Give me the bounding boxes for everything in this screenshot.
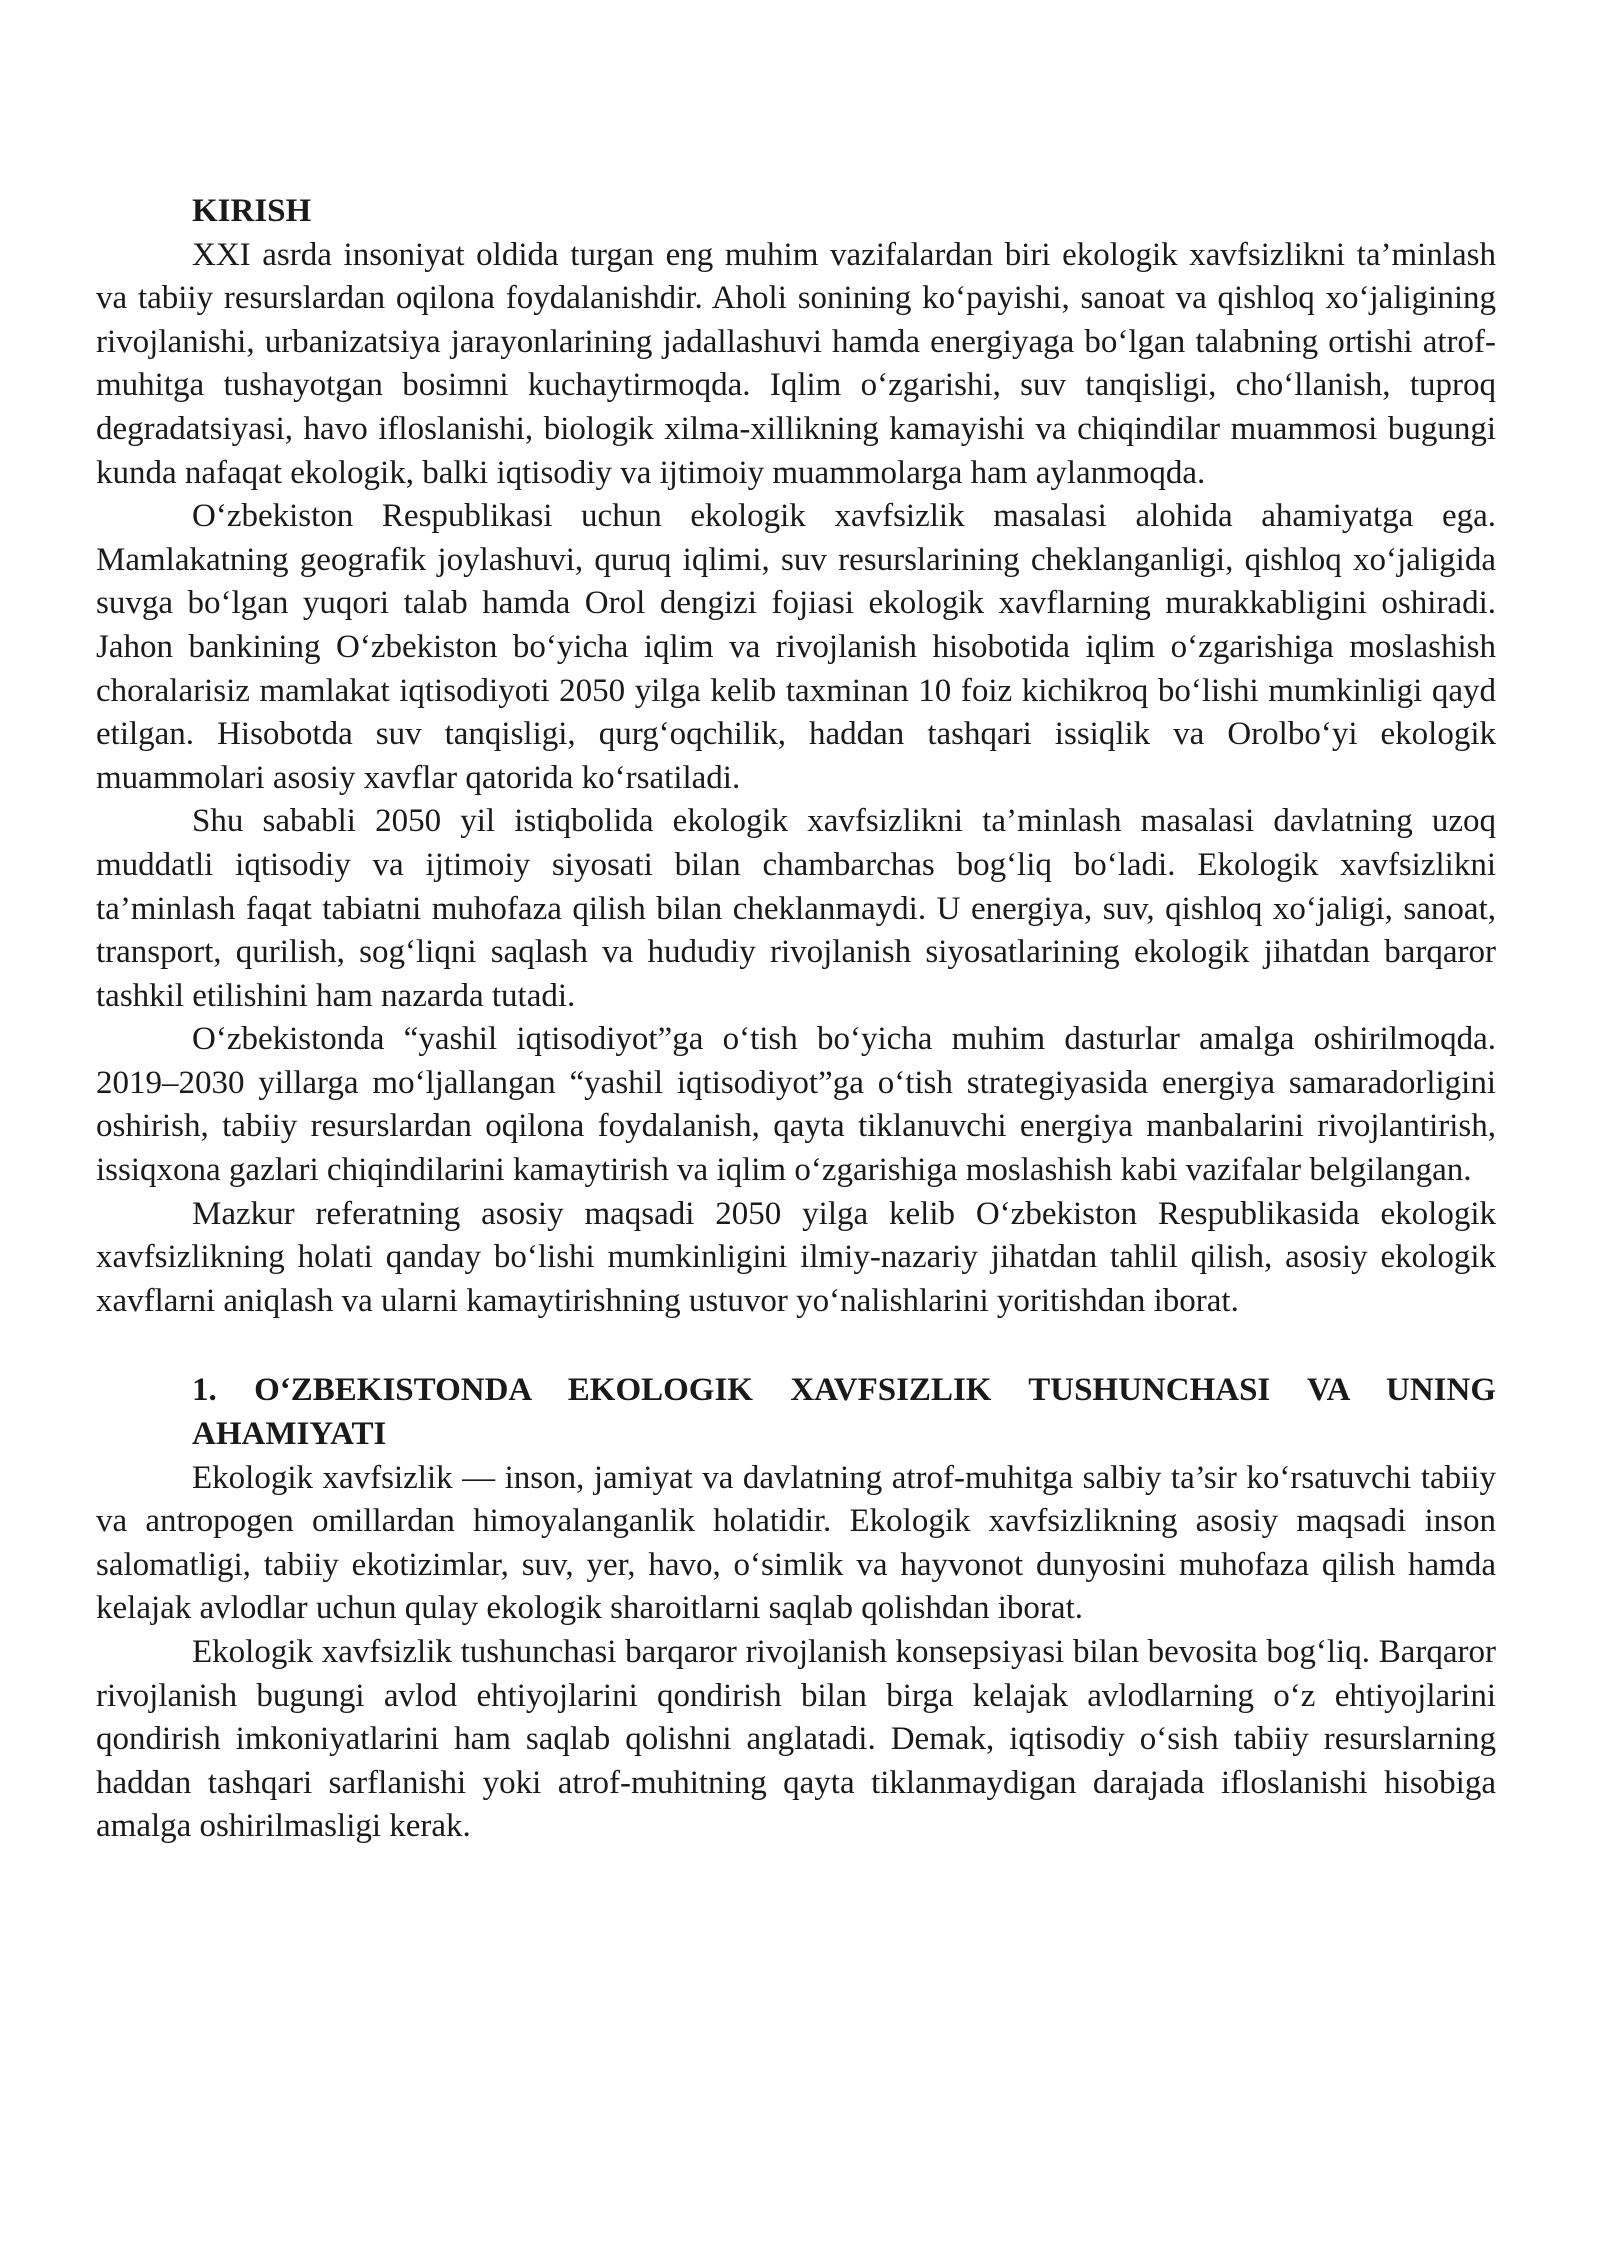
- section-1-paragraph-1: Ekologik xavfsizlik — inson, jamiyat va davlatning atrof-muhitga salbiy ta’sir ko‘rsatuvchi tabiiy va antropogen omillardan himoyalanganlik holatidir. Ekologik xavfsizlikning asosiy maqsadi inson salomatligi, tabiiy ekotizimlar, suv, yer, havo, o‘simlik va hayvonot dunyosini muhofaza qilish hamda kelajak avlodlar uchun qulay ekologik sharoitlarni saqlab qolishdan iborat.: [96, 1459, 1496, 1627]
- intro-heading: KIRISH: [192, 193, 312, 229]
- intro-paragraph-5: Mazkur referatning asosiy maqsadi 2050 yilga kelib O‘zbekiston Respublikasida ekologik xavfsizlikning holati qanday bo‘lishi mumkinligini ilmiy-nazariy jihatdan tahlil qilish, asosiy ekologik xavflarni aniqlash va ularni kamaytirishning ustuvor yo‘nalishlarini yoritishdan iborat.: [96, 1195, 1496, 1319]
- intro-paragraph-3: Shu sababli 2050 yil istiqbolida ekologik xavfsizlikni ta’minlash masalasi davlatning uzoq muddatli iqtisodiy va ijtimoiy siyosati bilan chambarchas bog‘liq bo‘ladi. Ekologik xavfsizlikni ta’minlash faqat tabiatni muhofaza qilish bilan cheklanmaydi. U energiya, suv, qishloq xo‘jaligi, sanoat, transport, qurilish, sog‘liqni saqlash va hududiy rivojlanish siyosatlarining ekologik jihatdan barqaror tashkil etilishini ham nazarda tutadi.: [96, 803, 1496, 1014]
- intro-paragraph-2: O‘zbekiston Respublikasi uchun ekologik xavfsizlik masalasi alohida ahamiyatga ega. Mamlakatning geografik joylashuvi, quruq iqlimi, suv resurslarining cheklanganligi, qishloq xo‘jaligida suvga bo‘lgan yuqori talab hamda Orol dengizi fojiasi ekologik xavflarning murakkabligini oshiradi. Jahon bankining O‘zbekiston bo‘yicha iqlim va rivojlanish hisobotida iqlim o‘zgarishiga moslashish choralarisiz mamlakat iqtisodiyoti 2050 yilga kelib taxminan 10 foiz kichikroq bo‘lishi mumkinligi qayd etilgan. Hisobotda suv tanqisligi, qurg‘oqchilik, haddan tashqari issiqlik va Orolbo‘yi ekologik muammolari asosiy xavflar qatorida ko‘rsatiladi.: [96, 498, 1496, 796]
- intro-paragraph-1: XXI asrda insoniyat oldida turgan eng muhim vazifalardan biri ekologik xavfsizlikni ta’minlash va tabiiy resurslardan oqilona foydalanishdir. Aholi sonining ko‘payishi, sanoat va qishloq xo‘jaligining rivojlanishi, urbanizatsiya jarayonlarining jadallashuvi hamda energiyaga bo‘lgan talabning ortishi atrof-muhitga tushayotgan bosimni kuchaytirmoqda. Iqlim o‘zgarishi, suv tanqisligi, cho‘llanish, tuproq degradatsiyasi, havo ifloslanishi, biologik xilma-xillikning kamayishi va chiqindilar muammosi bugungi kunda nafaqat ekologik, balki iqtisodiy va ijtimoiy muammolarga ham aylanmoqda.: [96, 236, 1496, 491]
- section-1-heading: 1. O‘ZBEKISTONDA EKOLOGIK XAVFSIZLIK TUSHUNCHASI VA UNING AHAMIYATI: [192, 1372, 1496, 1453]
- section-1-paragraph-2: Ekologik xavfsizlik tushunchasi barqaror rivojlanish konsepsiyasi bilan bevosita bog‘liq. Barqaror rivojlanish bugungi avlod ehtiyojlarini qondirish bilan birga kelajak avlodlarning o‘z ehtiyojlarini qondirish imkoniyatlarini ham saqlab qolishni anglatadi. Demak, iqtisodiy o‘sish tabiiy resurslarning haddan tashqari sarflanishi yoki atrof-muhitning qayta tiklanmaydigan darajada ifloslanishi hisobiga amalga oshirilmasligi kerak.: [96, 1634, 1496, 1845]
- document-page: [96, 190, 1496, 1849]
- intro-paragraph-4: O‘zbekistonda “yashil iqtisodiyot”ga o‘tish bo‘yicha muhim dasturlar amalga oshirilmoqda. 2019–2030 yillarga mo‘ljallangan “yashil iqtisodiyot”ga o‘tish strategiyasida energiya samaradorligini oshirish, tabiiy resurslardan oqilona foydalanish, qayta tiklanuvchi energiya manbalarini rivojlantirish, issiqxona gazlari chiqindilarini kamaytirish va iqlim o‘zgarishiga moslashish kabi vazifalar belgilangan.: [96, 1021, 1496, 1189]
